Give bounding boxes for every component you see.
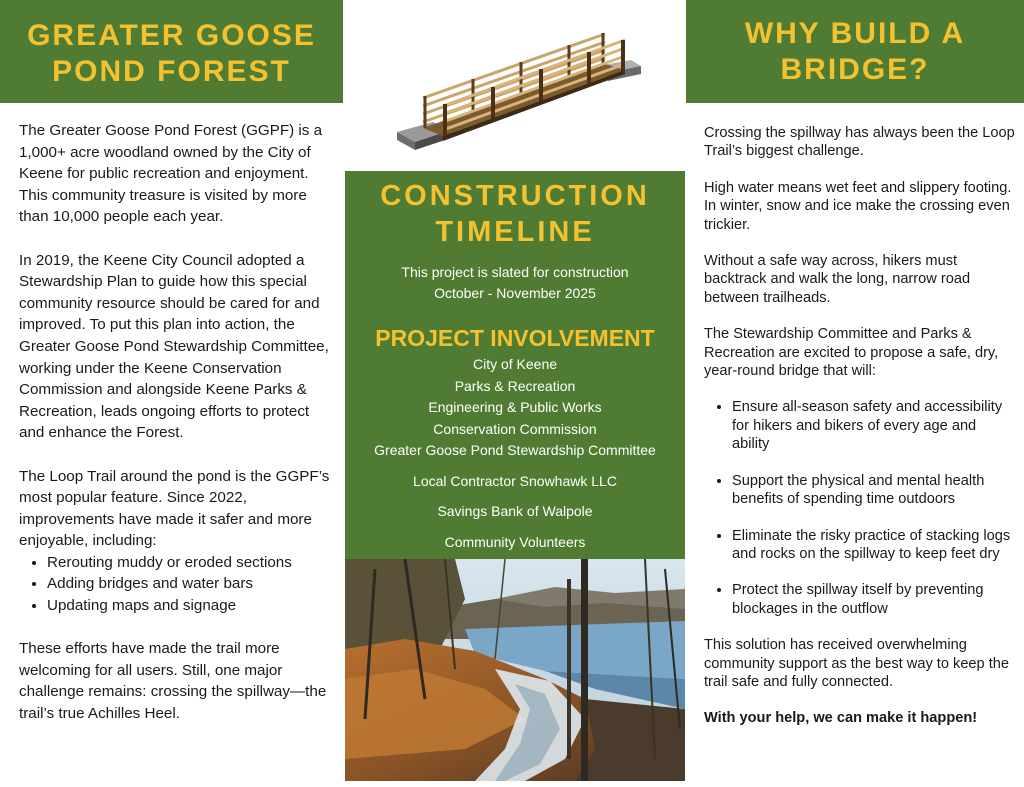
list-item: City of Keene — [472, 356, 558, 372]
list-item: • Rerouting muddy or eroded sections — [47, 552, 335, 574]
ggpf-title-line2: POND FOREST — [52, 55, 291, 88]
timeline-subtitle-line2: October - November 2025 — [434, 285, 596, 301]
right-column — [686, 0, 1024, 787]
timeline-title-line1: CONSTRUCTION — [380, 180, 650, 212]
list-item: • Support the physical and mental health benefits of spending time outdoors — [732, 472, 1016, 509]
improvements-list — [19, 552, 335, 617]
list-item: • Updating maps and signage — [47, 595, 335, 617]
why-body — [704, 124, 1016, 746]
bank-line: Savings Bank of Walpole — [437, 503, 593, 519]
ggpf-paragraph-1: The Greater Goose Pond Forest (GGPF) is a 1,000+ acre woodland owned by the City of Keene for public recreation and enjoyment. This community treasure is visited by more than 10,000 people each year. — [19, 122, 323, 226]
list-item: Conservation Commission — [433, 420, 597, 437]
benefits-list — [704, 398, 1016, 618]
why-paragraph-3: Without a safe way across, hikers must backtrack and walk the long, narrow road between trailheads. — [704, 253, 971, 306]
why-title-line2: BRIDGE? — [780, 53, 930, 86]
involvement-list — [345, 354, 685, 462]
timeline-title-line2: TIMELINE — [435, 216, 595, 248]
ggpf-title-box — [0, 0, 343, 103]
why-paragraph-1: Crossing the spillway has always been the Loop Trail’s biggest challenge. — [704, 125, 1015, 160]
ggpf-paragraph-3: The Loop Trail around the pond is the GGPF’s most popular feature. Since 2022, improvements have made it safer and more enjoyable, including: — [19, 467, 330, 550]
middle-column — [343, 0, 686, 787]
ggpf-paragraph-2: In 2019, the Keene City Council adopted a Stewardship Plan to guide how this special community resource should be cared for and improved. To put this plan into action, the Greater Goose Pond Stewardship Committee, working under the Keene Conservation Commission and alongside Keene Parks & Recreation, leads ongoing efforts to protect and enhance the Forest. — [19, 251, 329, 442]
timeline-panel — [345, 171, 685, 559]
list-item: • Ensure all-season safety and accessibility for hikers and bikers of every age and ability — [732, 398, 1016, 453]
timeline-subtitle-line1: This project is slated for construction — [401, 264, 629, 280]
closing-line: With your help, we can make it happen! — [704, 710, 978, 727]
ggpf-body — [19, 120, 335, 746]
contractor-line: Local Contractor Snowhawk LLC — [413, 472, 617, 489]
list-item: Parks & Recreation — [454, 377, 576, 394]
ggpf-paragraph-4: These efforts have made the trail more welcoming for all users. Still, one major challenge remains: crossing the spillway—the trail’s true Achilles Heel. — [19, 640, 327, 723]
list-item: • Adding bridges and water bars — [47, 573, 335, 595]
timeline-subtitle — [345, 262, 685, 304]
why-paragraph-2: High water means wet feet and slippery footing. In winter, snow and ice make the crossing even trickier. — [704, 179, 1012, 233]
volunteers-line: Community Volunteers — [444, 533, 586, 550]
list-item: Engineering & Public Works — [428, 399, 602, 415]
spillway-photo — [345, 559, 685, 781]
left-column — [0, 0, 343, 787]
why-title-line1: WHY BUILD A — [744, 17, 966, 50]
list-item: • Protect the spillway itself by preventing blockages in the outflow — [732, 581, 1016, 618]
why-paragraph-4: The Stewardship Committee and Parks & Recreation are excited to propose a safe, dry, year-round bridge that will: — [704, 326, 999, 380]
ggpf-title-line1: GREATER GOOSE — [27, 19, 316, 52]
involvement-title: PROJECT INVOLVEMENT — [375, 325, 655, 351]
bridge-illustration — [393, 20, 643, 160]
timeline-title — [345, 178, 685, 250]
list-item: Greater Goose Pond Stewardship Committee — [374, 442, 656, 458]
list-item: • Eliminate the risky practice of stacking logs and rocks on the spillway to keep feet dry — [732, 527, 1016, 564]
why-title-box — [686, 0, 1024, 103]
why-paragraph-5: This solution has received overwhelming community support as the best way to keep the trail safe and fully connected. — [704, 637, 1010, 690]
